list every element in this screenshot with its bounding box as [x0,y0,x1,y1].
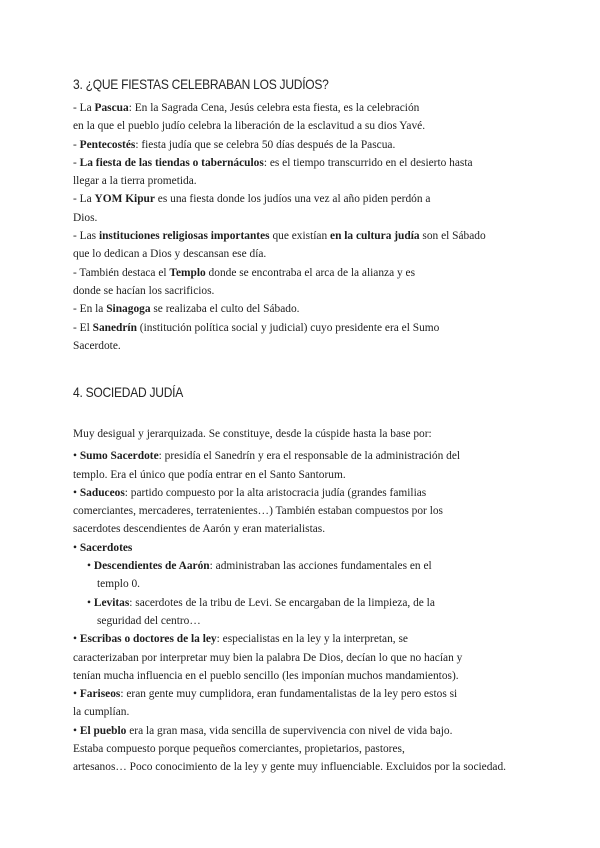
text-line [73,172,543,190]
text-run: sacerdotes descendientes de Aarón y eran materialistas. [73,523,326,536]
text-line [73,740,543,758]
bold-term: Pascua [94,102,129,114]
text-line [73,557,543,575]
bold-term: Sumo Sacerdote [79,450,159,463]
text-run: : sacerdotes de la tribu de Levi. Se encargaban de la limpieza, de la [129,596,435,609]
text-line [73,136,543,154]
bold-term: Sanedrín [92,321,137,334]
text-run: era la gran masa, vida sencilla de supervivencia con nivel de vida bajo. [126,724,453,737]
text-run: caracterizaban por interpretar muy bien la palabra De Dios, decían lo que no hacían y [73,651,463,664]
text-line [73,337,543,355]
text-run: Estaba compuesto porque pequeños comerciantes, propietarios, pastores, [73,743,405,756]
text-line [73,227,543,245]
text-line [73,245,543,263]
bold-term: Escribas o doctores de la ley [79,633,217,646]
text-run: • [73,541,80,554]
text-run: (institución política social y judicial) cuyo presidente era el Sumo [136,321,440,334]
section-4-heading: 4. SOCIEDAD JUDÍA [73,384,184,400]
text-run: Dios. [73,211,98,224]
section-4-body [73,425,543,777]
text-run: : eran gente muy cumplidora, eran fundamentalistas de la ley pero estos si [120,688,458,701]
text-run: seguridad del centro… [97,614,201,627]
text-run: es una fiesta donde los judíos una vez al año piden perdón a [154,193,431,206]
text-run: son el Sábado [419,230,486,243]
text-run: - También destaca el [73,266,170,279]
text-run: • [87,596,94,609]
text-line [73,575,543,593]
section-3-body [73,99,543,355]
text-run: tenían mucha influencia en el pueblo sencillo (les imponían muchos mandamientos). [73,669,459,682]
section-3-heading: 3. ¿QUE FIESTAS CELEBRABAN LOS JUDÍOS? [73,76,329,92]
text-run: llegar a la tierra prometida. [73,175,197,188]
text-line [73,594,543,612]
text-line [73,209,543,227]
text-line [73,300,543,318]
text-run: templo 0. [97,578,141,591]
text-line [73,667,543,685]
text-run: • [73,450,80,463]
text-run: • [87,560,94,573]
text-run: Muy desigual y jerarquizada. Se constituye, desde la cúspide hasta la base por: [73,428,432,440]
text-line [73,502,543,520]
text-run: que lo dedican a Dios y descansan ese día. [73,248,267,261]
text-run: : especialistas en la ley y la interpretan, se [216,633,408,646]
bold-term: Levitas [93,596,130,609]
text-line [73,319,543,337]
text-line [73,466,543,484]
text-line [73,685,543,703]
bold-term: Saduceos [79,486,125,499]
bold-term: Templo [169,266,206,279]
text-run: : partido compuesto por la alta aristocracia judía (grandes familias [124,486,427,499]
text-line [73,154,543,172]
text-run: • [73,486,80,499]
text-run: la cumplían. [73,706,130,719]
bold-term: El pueblo [79,724,127,737]
text-run: templo. Era el único que podía entrar en el Santo Santorum. [73,468,346,481]
text-run: • [73,724,80,737]
text-run: : es el tiempo transcurrido en el desierto hasta [263,156,473,169]
text-run: Sacerdote. [73,339,121,352]
text-run: • [73,633,80,646]
bold-term: Fariseos [79,688,121,701]
text-line [73,282,543,300]
text-run: se realizaba el culto del Sábado. [150,303,300,316]
text-line [73,264,543,282]
text-run: • [73,688,80,701]
text-run: - La [73,102,95,114]
text-line [73,539,543,557]
text-line [73,447,543,465]
text-line [73,649,543,667]
bold-term: La fiesta de las tiendas o tabernáculos [79,156,264,169]
text-line [73,703,543,721]
text-run: artesanos… Poco conocimiento de la ley y gente muy influenciable. Excluidos por la sociedad. [73,761,507,774]
bold-term: Sinagoga [106,303,151,316]
text-run: - [73,156,80,169]
text-line [73,612,543,630]
text-run: - En la [73,303,107,316]
text-run: - La [73,193,95,206]
text-line [73,190,543,208]
text-run: : En la Sagrada Cena, Jesús celebra esta fiesta, es la celebración [128,102,420,114]
text-run: - Las [73,230,99,243]
bold-term: en la cultura judía [330,230,420,243]
text-run: en la que el pueblo judío celebra la liberación de la esclavitud a su dios Yavé. [73,120,426,133]
text-line [73,425,543,443]
text-run: : administraban las acciones fundamentales en el [209,560,432,573]
text-run: : presidía el Sanedrín y era el responsable de la administración del [158,450,461,463]
text-run: : fiesta judía que se celebra 50 días después de la Pascua. [135,138,396,151]
text-line [73,722,543,740]
bold-term: Sacerdotes [79,541,133,554]
text-line [73,630,543,648]
bold-term: instituciones religiosas importantes [98,230,270,243]
text-run: comerciantes, mercaderes, terratenientes…) También estaban compuestos por los [73,505,443,518]
text-run: - [73,138,80,151]
text-run: - El [73,321,93,334]
text-line [73,99,543,117]
text-line [73,758,543,776]
bold-term: Descendientes de Aarón [93,560,210,573]
bold-term: Pentecostés [79,138,136,151]
bold-term: YOM Kipur [94,193,155,206]
text-line [73,520,543,538]
text-run: donde se encontraba el arca de la alianza y es [205,266,416,279]
text-line [73,117,543,135]
text-run: donde se hacían los sacrificios. [73,284,215,297]
text-line [73,484,543,502]
text-run: que existían [269,230,331,243]
